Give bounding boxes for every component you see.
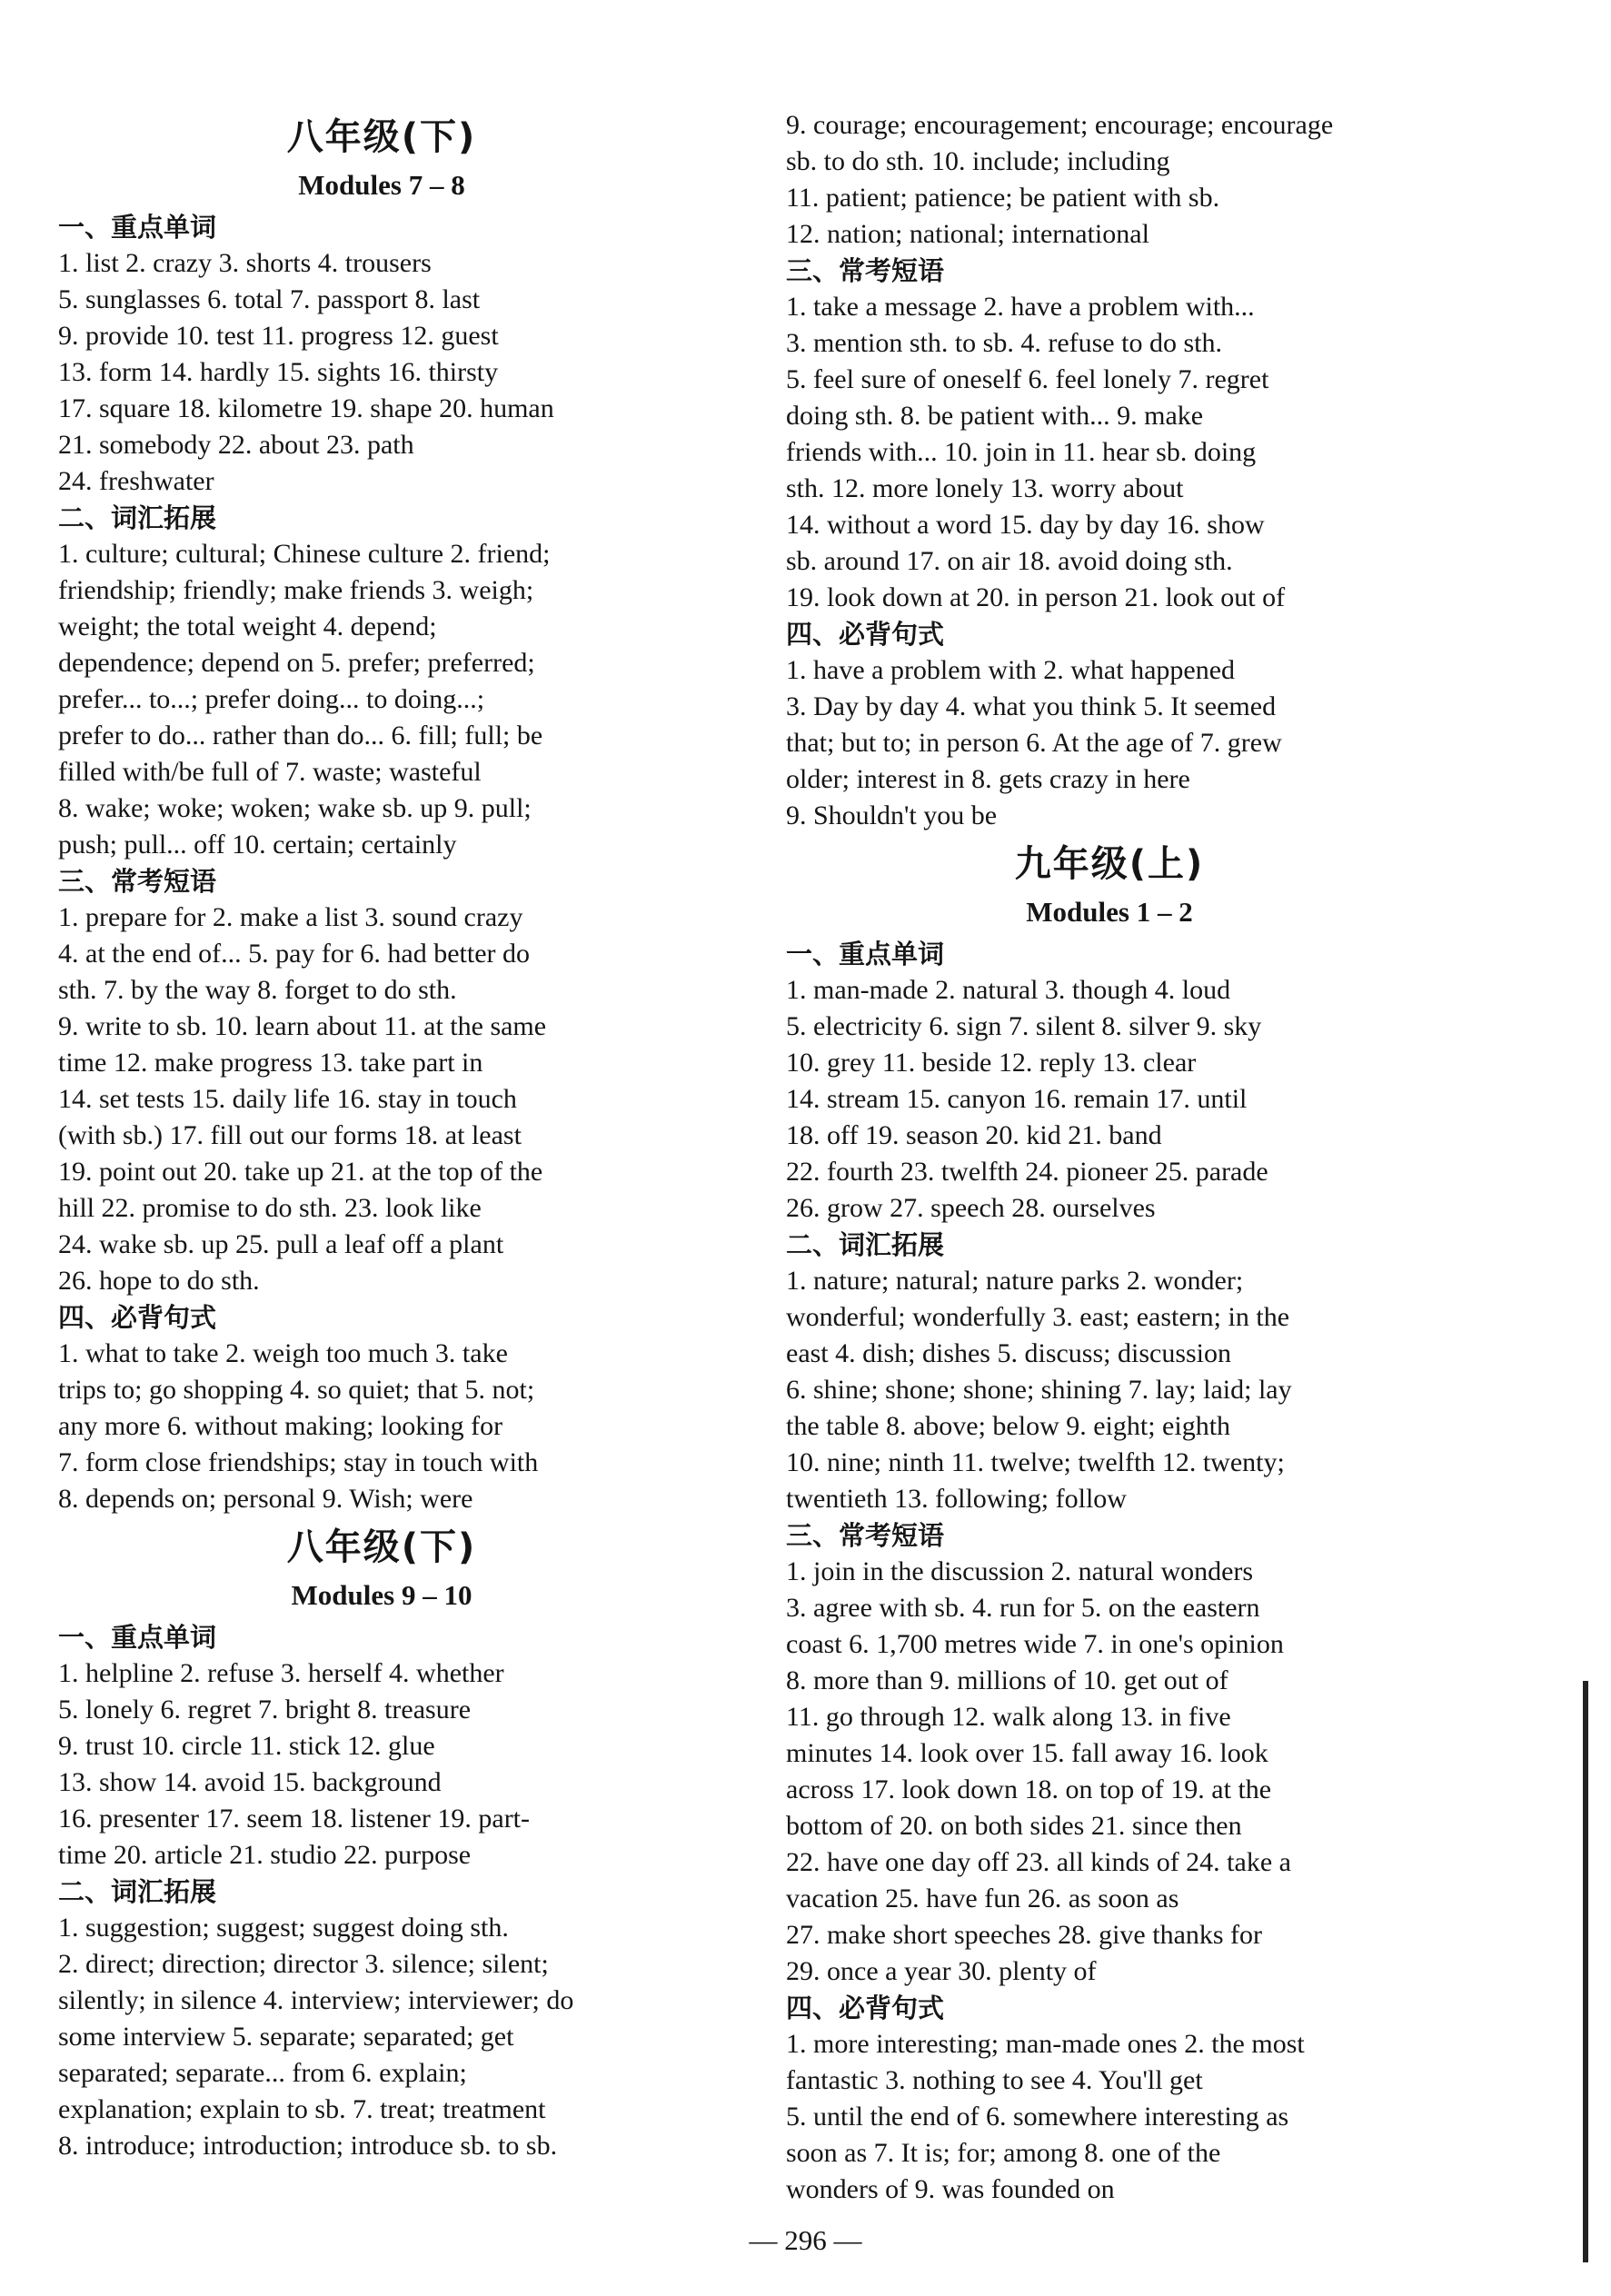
vocab-line: weight; the total weight 4. depend; bbox=[58, 611, 437, 641]
key-word-line: 24. freshwater bbox=[58, 466, 214, 496]
phrase-line: sth. 12. more lonely 13. worry about bbox=[786, 473, 1184, 503]
sentence-line: that; but to; in person 6. At the age of 7. grew bbox=[786, 728, 1282, 758]
sentence-line: 8. depends on; personal 9. Wish; were bbox=[58, 1484, 473, 1514]
key-word-line: 10. grey 11. beside 12. reply 13. clear bbox=[786, 1048, 1197, 1078]
section-title: 一、重点单词 bbox=[58, 1622, 217, 1653]
phrase-line: 1. join in the discussion 2. natural wonders bbox=[786, 1556, 1254, 1586]
phrase-line: 19. look down at 20. in person 21. look out of bbox=[786, 582, 1286, 612]
section-title: 三、常考短语 bbox=[58, 866, 217, 897]
key-word-line: 1. list 2. crazy 3. shorts 4. trousers bbox=[58, 248, 432, 278]
vocab-line: some interview 5. separate; separated; get bbox=[58, 2022, 514, 2052]
vocab-line: 9. courage; encouragement; encourage; encourage bbox=[786, 110, 1334, 140]
sentence-line: 9. Shouldn't you be bbox=[786, 800, 998, 830]
key-word-line: 26. grow 27. speech 28. ourselves bbox=[786, 1193, 1156, 1223]
vocab-line: 6. shine; shone; shone; shining 7. lay; laid; lay bbox=[786, 1375, 1292, 1405]
key-word-line: time 20. article 21. studio 22. purpose bbox=[58, 1840, 472, 1870]
section-title: 四、必背句式 bbox=[786, 619, 945, 650]
sentence-line: 3. Day by day 4. what you think 5. It seemed bbox=[786, 691, 1277, 721]
vocab-line: push; pull... off 10. certain; certainly bbox=[58, 830, 457, 860]
phrase-line: (with sb.) 17. fill out our forms 18. at least bbox=[58, 1120, 522, 1150]
phrase-line: 5. feel sure of oneself 6. feel lonely 7. regret bbox=[786, 364, 1269, 394]
sentence-line: wonders of 9. was founded on bbox=[786, 2174, 1115, 2204]
phrase-line: 11. go through 12. walk along 13. in five bbox=[786, 1702, 1231, 1732]
key-word-line: 17. square 18. kilometre 19. shape 20. human bbox=[58, 393, 554, 423]
sentence-line: 7. form close friendships; stay in touch with bbox=[58, 1447, 539, 1477]
phrase-line: 22. have one day off 23. all kinds of 24. take a bbox=[786, 1847, 1291, 1877]
phrase-line: time 12. make progress 13. take part in bbox=[58, 1048, 483, 1078]
vocab-line: 1. nature; natural; nature parks 2. wonder; bbox=[786, 1266, 1244, 1296]
phrase-line: coast 6. 1,700 metres wide 7. in one's opinion bbox=[786, 1629, 1284, 1659]
section-title: 一、重点单词 bbox=[58, 212, 217, 243]
sentence-line: soon as 7. It is; for; among 8. one of the bbox=[786, 2138, 1221, 2168]
key-word-line: 5. lonely 6. regret 7. bright 8. treasure bbox=[58, 1695, 472, 1724]
key-word-line: 13. show 14. avoid 15. background bbox=[58, 1767, 442, 1797]
grade-heading: 八年级(下) bbox=[286, 1526, 477, 1568]
key-word-line: 1. man-made 2. natural 3. though 4. loud bbox=[786, 975, 1231, 1005]
vocab-line: 1. culture; cultural; Chinese culture 2. friend; bbox=[58, 539, 551, 569]
grade-heading: 九年级(上) bbox=[1014, 843, 1205, 885]
sentence-line: any more 6. without making; looking for bbox=[58, 1411, 503, 1441]
key-word-line: 21. somebody 22. about 23. path bbox=[58, 430, 414, 460]
vocab-line: friendship; friendly; make friends 3. weigh; bbox=[58, 575, 534, 605]
vocab-line: 12. nation; national; international bbox=[786, 219, 1149, 249]
phrase-line: minutes 14. look over 15. fall away 16. look bbox=[786, 1738, 1268, 1768]
sentence-line: trips to; go shopping 4. so quiet; that 5. not; bbox=[58, 1375, 535, 1405]
vocab-line: 11. patient; patience; be patient with sb. bbox=[786, 183, 1220, 213]
vocab-line: the table 8. above; below 9. eight; eighth bbox=[786, 1411, 1231, 1441]
key-word-line: 18. off 19. season 20. kid 21. band bbox=[786, 1120, 1162, 1150]
phrase-line: 1. take a message 2. have a problem with... bbox=[786, 292, 1255, 322]
page-number: — 296 — bbox=[749, 2224, 862, 2256]
sentence-line: 5. until the end of 6. somewhere interesting as bbox=[786, 2102, 1289, 2132]
sentence-line: fantastic 3. nothing to see 4. You'll get bbox=[786, 2065, 1203, 2095]
sentence-line: 1. what to take 2. weigh too much 3. take bbox=[58, 1338, 508, 1368]
phrase-line: across 17. look down 18. on top of 19. at the bbox=[786, 1774, 1272, 1804]
key-word-line: 9. provide 10. test 11. progress 12. guest bbox=[58, 321, 499, 351]
phrase-line: sb. around 17. on air 18. avoid doing sth. bbox=[786, 546, 1233, 576]
section-title: 三、常考短语 bbox=[786, 1520, 945, 1551]
phrase-line: 24. wake sb. up 25. pull a leaf off a plant bbox=[58, 1229, 504, 1259]
section-title: 二、词汇拓展 bbox=[58, 1876, 217, 1907]
page-edge-line bbox=[1583, 1681, 1588, 2262]
vocab-line: prefer to do... rather than do... 6. fill; full; be bbox=[58, 721, 543, 750]
modules-heading: Modules 1 – 2 bbox=[1026, 896, 1193, 928]
right-column bbox=[786, 107, 1433, 2208]
vocab-line: 8. wake; woke; woken; wake sb. up 9. pull; bbox=[58, 793, 532, 823]
phrase-line: 9. write to sb. 10. learn about 11. at the same bbox=[58, 1011, 547, 1041]
vocab-line: separated; separate... from 6. explain; bbox=[58, 2058, 467, 2088]
key-word-line: 13. form 14. hardly 15. sights 16. thirsty bbox=[58, 357, 499, 387]
vocab-line: sb. to do sth. 10. include; including bbox=[786, 146, 1170, 176]
section-title: 三、常考短语 bbox=[786, 255, 945, 286]
vocab-line: twentieth 13. following; follow bbox=[786, 1484, 1127, 1514]
key-word-line: 16. presenter 17. seem 18. listener 19. part- bbox=[58, 1804, 531, 1834]
phrase-line: 27. make short speeches 28. give thanks for bbox=[786, 1920, 1263, 1950]
key-word-line: 14. stream 15. canyon 16. remain 17. until bbox=[786, 1084, 1248, 1114]
vocab-line: wonderful; wonderfully 3. east; eastern; in the bbox=[786, 1302, 1290, 1332]
key-word-line: 5. sunglasses 6. total 7. passport 8. last bbox=[58, 284, 481, 314]
section-title: 二、词汇拓展 bbox=[58, 502, 217, 533]
phrase-line: 4. at the end of... 5. pay for 6. had better do bbox=[58, 939, 531, 969]
phrase-line: sth. 7. by the way 8. forget to do sth. bbox=[58, 975, 457, 1005]
phrase-line: vacation 25. have fun 26. as soon as bbox=[786, 1884, 1179, 1913]
section-title: 四、必背句式 bbox=[58, 1302, 217, 1333]
phrase-line: 1. prepare for 2. make a list 3. sound crazy bbox=[58, 902, 523, 932]
vocab-line: east 4. dish; dishes 5. discuss; discussion bbox=[786, 1338, 1232, 1368]
key-word-line: 22. fourth 23. twelfth 24. pioneer 25. parade bbox=[786, 1157, 1268, 1187]
vocab-line: silently; in silence 4. interview; interviewer; do bbox=[58, 1985, 574, 2015]
vocab-line: 8. introduce; introduction; introduce sb. to sb. bbox=[58, 2131, 558, 2161]
section-title: 四、必背句式 bbox=[786, 1993, 945, 2023]
phrase-line: 19. point out 20. take up 21. at the top of the bbox=[58, 1157, 543, 1187]
section-title: 一、重点单词 bbox=[786, 939, 945, 969]
phrase-line: 8. more than 9. millions of 10. get out of bbox=[786, 1665, 1228, 1695]
phrase-line: hill 22. promise to do sth. 23. look like bbox=[58, 1193, 482, 1223]
vocab-line: prefer... to...; prefer doing... to doing...; bbox=[58, 684, 485, 714]
vocab-line: dependence; depend on 5. prefer; preferred; bbox=[58, 648, 535, 678]
modules-heading: Modules 9 – 10 bbox=[291, 1579, 472, 1611]
phrase-line: friends with... 10. join in 11. hear sb. doing bbox=[786, 437, 1257, 467]
modules-heading: Modules 7 – 8 bbox=[298, 169, 465, 201]
sentence-line: 1. have a problem with 2. what happened bbox=[786, 655, 1236, 685]
key-word-line: 1. helpline 2. refuse 3. herself 4. whether bbox=[58, 1658, 504, 1688]
key-word-line: 5. electricity 6. sign 7. silent 8. silver 9. sky bbox=[786, 1011, 1262, 1041]
phrase-line: 14. without a word 15. day by day 16. show bbox=[786, 510, 1265, 540]
sentence-line: 1. more interesting; man-made ones 2. the most bbox=[786, 2029, 1305, 2059]
phrase-line: 26. hope to do sth. bbox=[58, 1266, 260, 1296]
phrase-line: doing sth. 8. be patient with... 9. make bbox=[786, 401, 1204, 431]
phrase-line: 14. set tests 15. daily life 16. stay in touch bbox=[58, 1084, 517, 1114]
section-title: 二、词汇拓展 bbox=[786, 1229, 945, 1260]
key-word-line: 9. trust 10. circle 11. stick 12. glue bbox=[58, 1731, 435, 1761]
left-column bbox=[58, 107, 705, 2164]
vocab-line: explanation; explain to sb. 7. treat; treatment bbox=[58, 2094, 546, 2124]
phrase-line: 3. mention sth. to sb. 4. refuse to do sth. bbox=[786, 328, 1222, 358]
vocab-line: 2. direct; direction; director 3. silence; silent; bbox=[58, 1949, 549, 1979]
phrase-line: 29. once a year 30. plenty of bbox=[786, 1956, 1097, 1986]
phrase-line: bottom of 20. on both sides 21. since then bbox=[786, 1811, 1242, 1841]
grade-heading: 八年级(下) bbox=[286, 116, 477, 158]
vocab-line: 10. nine; ninth 11. twelve; twelfth 12. twenty; bbox=[786, 1447, 1285, 1477]
vocab-line: filled with/be full of 7. waste; wasteful bbox=[58, 757, 482, 787]
sentence-line: older; interest in 8. gets crazy in here bbox=[786, 764, 1190, 794]
vocab-line: 1. suggestion; suggest; suggest doing sth. bbox=[58, 1913, 509, 1943]
phrase-line: 3. agree with sb. 4. run for 5. on the eastern bbox=[786, 1593, 1260, 1623]
